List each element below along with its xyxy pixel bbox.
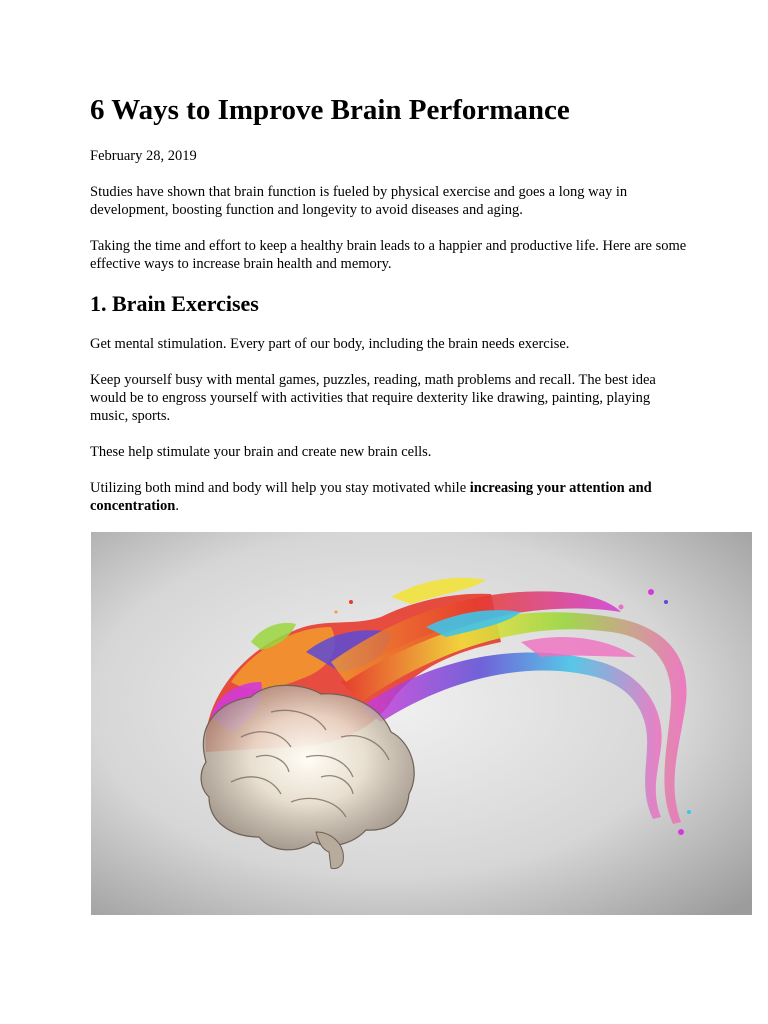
article-title: 6 Ways to Improve Brain Performance [90,94,570,126]
intro-paragraph-2: Taking the time and effort to keep a healthy brain leads to a happier and productive life. Here are some effective ways to increase brain health and memory. [90,238,687,272]
article-date: February 28, 2019 [90,148,197,164]
bold-phrase: increasing your attention and concentration [90,480,652,514]
brain-illustration-image [91,532,752,915]
paragraph-text-end: . [175,498,179,514]
section-heading-brain-exercises: 1. Brain Exercises [90,291,259,316]
section1-paragraph-1: Get mental stimulation. Every part of our body, including the brain needs exercise. [90,336,570,352]
brain-splash-graphic [91,532,752,915]
intro-paragraph-1: Studies have shown that brain function is fueled by physical exercise and goes a long way in development, boosting function and longevity to avoid diseases and aging. [90,184,628,218]
section1-paragraph-3: These help stimulate your brain and create new brain cells. [90,444,432,460]
paragraph-text: Utilizing both mind and body will help you stay motivated while [90,480,470,496]
section1-paragraph-2: Keep yourself busy with mental games, puzzles, reading, math problems and recall. The best idea would be to engross yourself with activities that require dexterity like drawing, painting, playing music, sports. [90,372,656,424]
section1-paragraph-4 [90,479,690,515]
